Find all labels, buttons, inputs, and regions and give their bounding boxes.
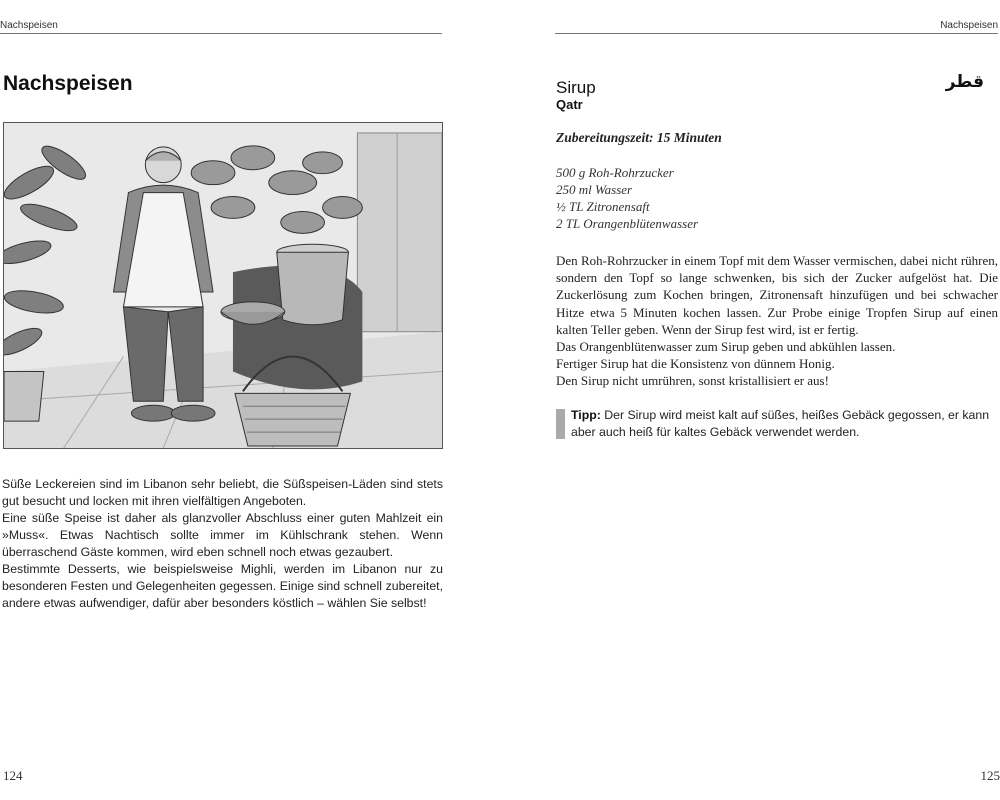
illustration <box>3 122 443 449</box>
running-head-left: Nachspeisen <box>0 20 442 34</box>
left-page <box>0 0 445 800</box>
intro-text <box>2 476 443 612</box>
method-text <box>556 252 998 390</box>
running-head-right: Nachspeisen <box>555 20 998 34</box>
tip-body: Der Sirup wird meist kalt auf süßes, heißes Gebäck gegossen, er kann aber auch heiß für kaltes Gebäck verwendet werden. <box>571 408 990 439</box>
intro-paragraph: Eine süße Speise ist daher als glanzvoller Abschluss einer guten Mahlzeit ein »Muss«. Etwas Nachtisch sollte immer im Kühlschrank stehen. Wenn überraschend Gäste kommen, wird eben schnell noch etwas gezaubert. <box>2 511 443 559</box>
ingredient-list <box>556 164 698 232</box>
right-page <box>555 0 1000 800</box>
method-paragraph: Das Orangenblütenwasser zum Sirup geben und abkühlen lassen. <box>556 339 896 355</box>
ingredient-item: ½ TL Zitronensaft <box>556 199 650 214</box>
page-number-right: 125 <box>980 768 1000 783</box>
tip-box <box>556 407 998 441</box>
method-paragraph: Den Sirup nicht umrühren, sonst kristallisiert er aus! <box>556 373 829 389</box>
intro-paragraph: Süße Leckereien sind im Libanon sehr beliebt, die Süßspeisen-Läden sind stets gut besucht und locken mit ihren vielfältigen Angeboten. <box>2 477 443 508</box>
arabic-title: قطر <box>945 72 984 92</box>
tip-label: Tipp: <box>571 408 601 422</box>
intro-paragraph: Bestimmte Desserts, wie beispielsweise Mighli, werden im Libanon nur zu besonderen Festen und Gelegenheiten gegessen. Einige sind schnell zubereitet, andere etwas aufwendiger, dafür aber besonders köstlich – wählen Sie selbst! <box>2 562 443 610</box>
tip-bar <box>556 409 565 439</box>
illustration-woman-sitting-icon <box>4 123 442 448</box>
recipe-title: Sirup <box>556 78 596 97</box>
prep-time: Zubereitungszeit: 15 Minuten <box>556 130 722 145</box>
page-number-left: 124 <box>3 768 23 783</box>
method-paragraph: Fertiger Sirup hat die Konsistenz von dünnem Honig. <box>556 356 835 372</box>
tip-text <box>571 407 998 441</box>
recipe-subtitle: Qatr <box>556 97 583 112</box>
method-paragraph: Den Roh-Rohrzucker in einem Topf mit dem Wasser vermischen, dabei nicht rühren, sondern den Topf so lange schwenken, bis sich der Zucker aufgelöst hat. Die Zuckerlösung zum Kochen bringen, Zitronensaft hinzufügen und bei schwacher Hitze etwa 5 Minuten kochen lassen. Zur Probe einige Tropfen Sirup auf einen kalten Teller geben. Wenn der Sirup fest wird, ist er fertig. <box>556 253 998 337</box>
ingredient-item: 2 TL Orangenblütenwasser <box>556 216 699 231</box>
ingredient-item: 250 ml Wasser <box>556 182 633 197</box>
ingredient-item: 500 g Roh-Rohrzucker <box>556 165 674 180</box>
chapter-title: Nachspeisen <box>3 72 133 95</box>
